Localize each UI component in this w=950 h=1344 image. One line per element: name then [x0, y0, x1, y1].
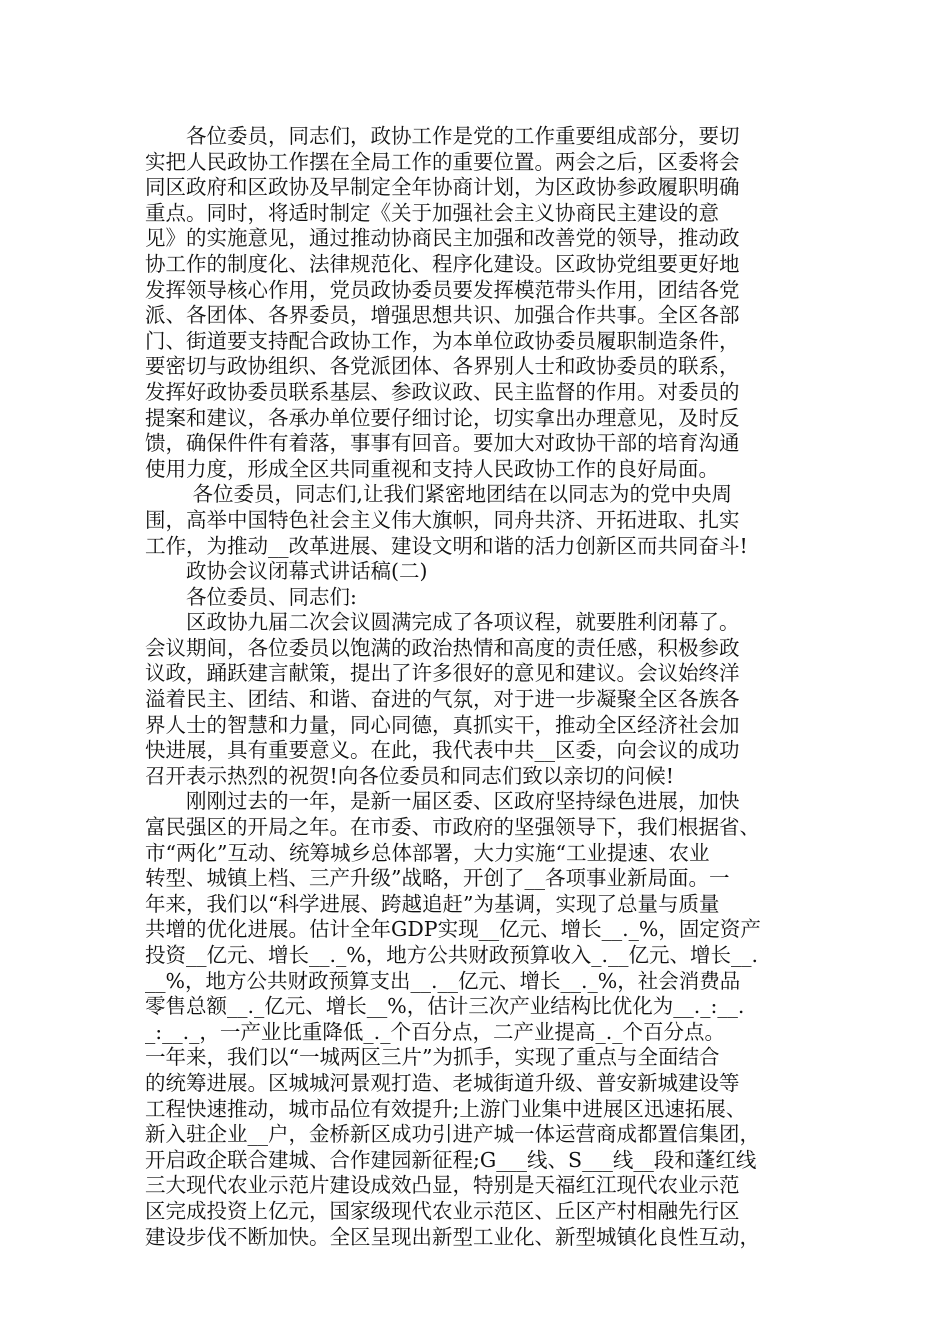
text-line: 各位委员，同志们,让我们紧密地团结在以同志为的党中央周 — [145, 482, 733, 507]
text-line: 要密切与政协组织、各党派团体、各界别人士和政协委员的联系， — [145, 354, 740, 379]
salutation: 各位委员、同志们: — [145, 584, 357, 609]
text-line: 投资__亿元、增长__._%，地方公共财政预算收入_.__亿元、增长__. — [145, 943, 759, 967]
text-line: 发挥领导核心作用，党员政协委员要发挥模范带头作用，团结各党 — [145, 277, 740, 302]
text-line: 一年来，我们以“一城两区三片”为抓手，实现了重点与全面结合 — [145, 1045, 720, 1070]
text-line: 开启政企联合建城、合作建园新征程;G___线、S___线__段和蓬红线 — [145, 1147, 757, 1172]
text-line: 使用力度，形成全区共同重视和支持人民政协工作的良好局面。 — [145, 456, 719, 481]
text-line: 门、街道要支持配合政协工作，为本单位政协委员履职制造条件， — [145, 328, 740, 353]
text-line: 围，高举中国特色社会主义伟大旗帜，同舟共济、开拓进取、扎实 — [145, 507, 740, 532]
text-line: 溢着民主、团结、和谐、奋进的气氛，对于进一步凝聚全区各族各 — [145, 687, 740, 712]
text-line: 同区政府和区政协及早制定全年协商计划，为区政协参政履职明确 — [145, 175, 740, 200]
body-text — [145, 124, 825, 1250]
text-line: 新入驻企业__户，金桥新区成功引进产城一体运营商成都置信集团， — [145, 1122, 760, 1147]
text-line: 工程快速推动，城市品位有效提升;上游门业集中进展区迅速拓展、 — [145, 1096, 747, 1121]
text-line: _:__._，一产业比重降低_._个百分点，二产业提高_._个百分点。 — [145, 1019, 725, 1044]
text-line: 富民强区的开局之年。在市委、市政府的坚强领导下，我们根据省、 — [145, 815, 760, 840]
text-line: 议政，踊跃建言献策，提出了许多很好的意见和建议。会议始终洋 — [145, 661, 740, 686]
text-line: 共增的优化进展。估计全年GDP实现__亿元、增长__._%，固定资产 — [145, 917, 761, 942]
text-line: 建设步伐不断加快。全区呈现出新型工业化、新型城镇化良性互动， — [145, 1224, 760, 1249]
text-line: 派、各团体、各界委员，增强思想共识、加强合作共事。全区各部 — [145, 303, 740, 328]
text-line: 见》的实施意见，通过推动协商民主加强和改善党的领导，推动政 — [145, 226, 740, 251]
text-line: 刚刚过去的一年，是新一届区委、区政府坚持绿色进展，加快 — [145, 789, 740, 814]
text-line: 实把人民政协工作摆在全局工作的重要位置。两会之后，区委将会 — [145, 149, 740, 174]
text-line: 年来，我们以“科学进展、跨越追赶”为基调，实现了总量与质量 — [145, 891, 720, 916]
section-title: 政协会议闭幕式讲话稿(二) — [145, 559, 428, 584]
text-line: 会议期间，各位委员以饱满的政治热情和高度的责任感，积极参政 — [145, 635, 740, 660]
text-line: 各位委员，同志们，政协工作是党的工作重要组成部分，要切 — [145, 124, 740, 148]
text-line: 召开表示热烈的祝贺!向各位委员和同志们致以亲切的问候! — [145, 763, 674, 788]
text-line: 三大现代农业示范片建设成效凸显，特别是天福红江现代农业示范 — [145, 1173, 740, 1198]
text-line: 区完成投资上亿元，国家级现代农业示范区、丘区产村相融先行区 — [145, 1198, 740, 1223]
text-line: 转型、城镇上档、三产升级”战略，开创了__各项事业新局面。一 — [145, 866, 730, 891]
text-line: 工作，为推动__改革进展、建设文明和谐的活力创新区而共同奋斗! — [145, 533, 748, 558]
text-line: 重点。同时，将适时制定《关于加强社会主义协商民主建设的意 — [145, 200, 719, 225]
text-line: 市“两化”互动、统筹城乡总体部署，大力实施“工业提速、农业 — [145, 840, 710, 865]
text-line: __%，地方公共财政预算支出__.__亿元、增长__._%，社会消费品 — [145, 968, 741, 993]
text-line: 快进展，具有重要意义。在此，我代表中共__区委，向会议的成功 — [145, 738, 740, 763]
text-line: 馈，确保件件有着落，事事有回音。要加大对政协干部的培育沟通 — [145, 431, 740, 456]
text-line: 提案和建议，各承办单位要仔细讨论，切实拿出办理意见，及时反 — [145, 405, 740, 430]
text-line: 协工作的制度化、法律规范化、程序化建设。区政协党组要更好地 — [145, 251, 740, 276]
text-line: 的统筹进展。区城城河景观打造、老城街道升级、普安新城建设等 — [145, 1070, 740, 1095]
text-line: 界人士的智慧和力量，同心同德，真抓实干，推动全区经济社会加 — [145, 712, 740, 737]
text-line: 零售总额__._亿元、增长__%，估计三次产业结构比优化为__._:__. — [145, 994, 745, 1019]
text-line: 发挥好政协委员联系基层、参政议政、民主监督的作用。对委员的 — [145, 379, 740, 404]
text-line: 区政协九届二次会议圆满完成了各项议程，就要胜利闭幕了。 — [145, 610, 740, 635]
